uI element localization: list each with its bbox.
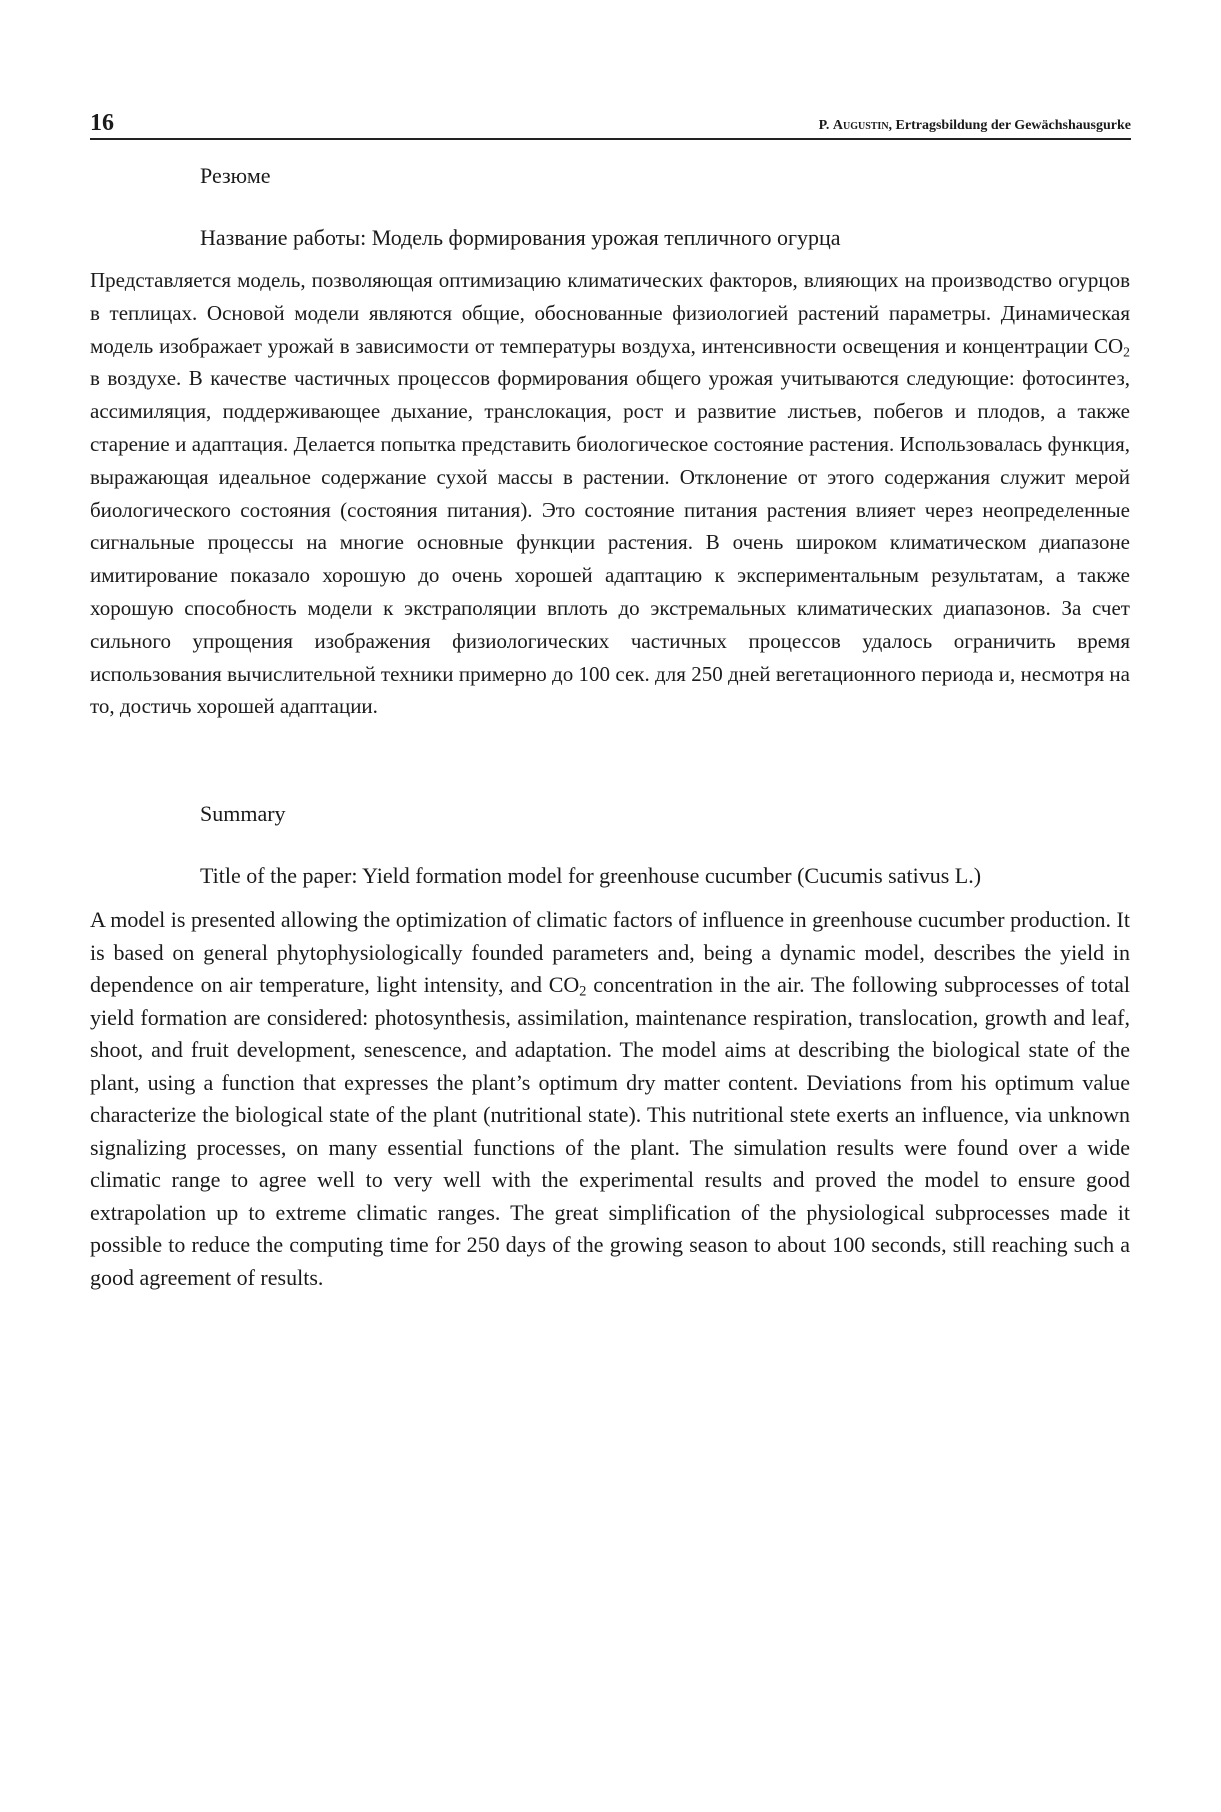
english-text-part1: A model is presented allowing the optimization of climatic factors of influence in greenhouse cucumber production. It is based on general phytophysiologically founded parameters and, being a dynamic model, describes the yield in dependence on air temperature, light intensity, and CO (90, 907, 1130, 998)
russian-summary-heading: Резюме (200, 163, 271, 188)
running-head (819, 114, 1131, 138)
page-body (90, 160, 1130, 1294)
running-title: Ertragsbildung der Gewächshausgurke (895, 118, 1131, 133)
russian-text-part1: Представляется модель, позволяющая оптимизацию климатических факторов, влияющих на производство огурцов в теплицах. Основой модели являются общие, обоснованные физиологией растений параметры. Динамическая модель изображает урожай в зависимости от температуры воздуха, интенсивности освещения и концентрации CO (90, 268, 1130, 358)
author-name: Augustin, (832, 118, 893, 133)
russian-text-part2: в воздухе. В качестве частичных процессов формирования общего урожая учитываются следующие: фотосинтез, ассимиляция, поддерживающее дыхание, транслокация, рост и развитие листьев, побегов и плодов, а также старение и адаптация. Делается попытка представить биологическое состояние растения. Использовалась функция, выражающая идеальное содержание сухой массы в растении. Отклонение от этого содержания служит мерой биологического состояния (состояния питания). Это состояние питания растения влияет через неопределенные сигнальные процессы на многие основные функции растения. В очень широком климатическом диапазоне имитирование показало хорошую до очень хорошей адаптацию к экспериментальным результатам, а также хорошую способность модели к экстраполяции вплоть до экстремальных климатических диапазонов. За счет сильного упрощения изображения физиологических частичных процессов удалось ограничить время использования вычислительной техники примерно до 100 сек. для 250 дней вегетационного периода и, несмотря на то, достичь хорошей адаптации. (90, 366, 1130, 719)
english-summary-text (90, 904, 1130, 1294)
co2-subscript: 2 (1123, 344, 1130, 359)
russian-summary-text (90, 264, 1130, 723)
co2-subscript-en: 2 (579, 983, 587, 1000)
english-summary-heading: Summary (200, 801, 286, 827)
english-text-part2: concentration in the air. The following subprocesses of total yield formation are considered: photosynthesis, assimilation, maintenance respiration, translocation, growth and leaf, shoot, and fruit development, senescence, and adaptation. The model aims at describing the biological state of the plant, using a function that expresses the plant’s optimum dry matter content. Deviations from his optimum value characterize the biological state of the plant (nutritional state). This nutritional stete exerts an influence, via unknown signalizing processes, on many essential functions of the plant. The simulation results were found over a wide climatic range to agree well to very well with the experimental results and proved the model to ensure good extrapolation up to extreme climatic ranges. The great simplification of the physiological subprocesses made it possible to reduce the computing time for 250 days of the growing season to about 100 seconds, still reaching such a good agreement of results. (90, 972, 1130, 1290)
running-header (90, 108, 1131, 140)
russian-paper-title: Название работы: Модель формирования урожая тепличного огурца (200, 225, 841, 250)
page-number: 16 (90, 110, 114, 136)
author-initial: P. (818, 118, 830, 133)
english-paper-title: Title of the paper: Yield formation model for greenhouse cucumber (Cucumis sativus L.) (200, 863, 982, 889)
